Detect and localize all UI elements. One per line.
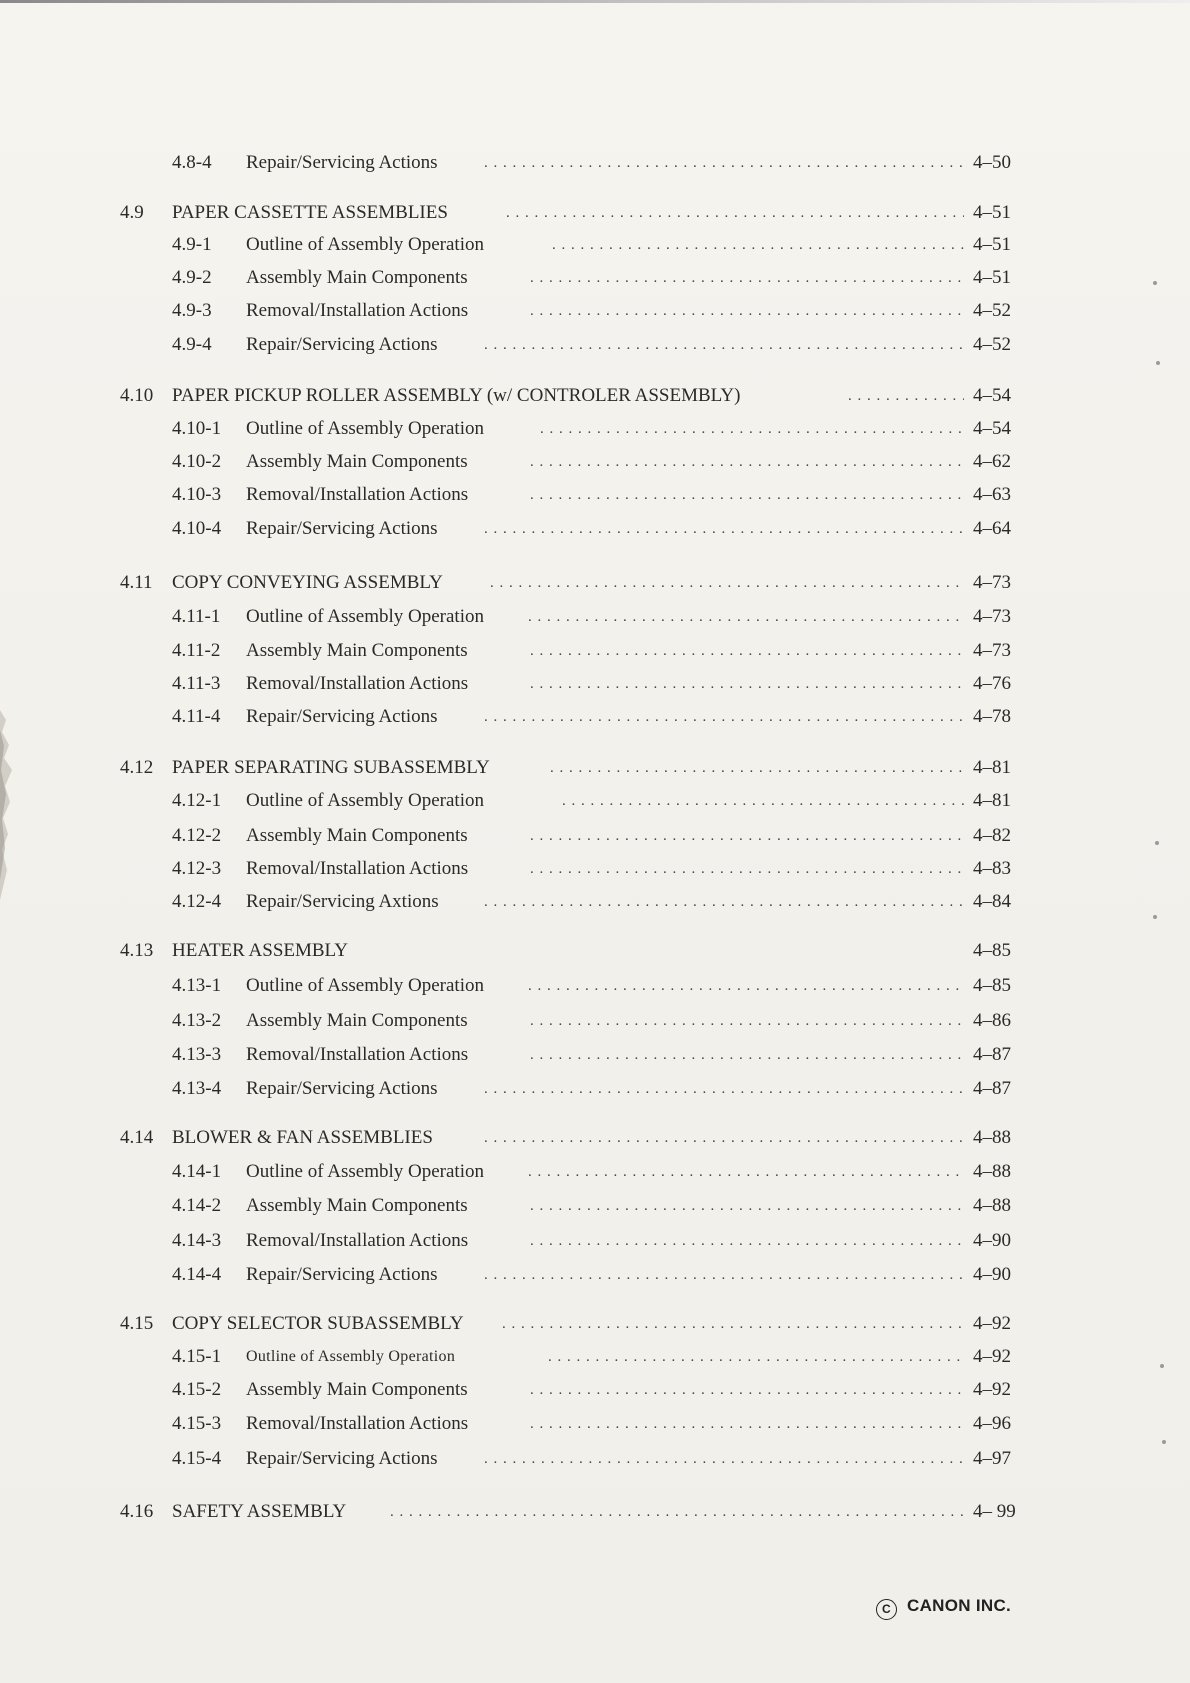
toc-page-number: 4–84	[973, 891, 1011, 912]
dot-leader	[490, 570, 964, 596]
dot-leader	[530, 638, 964, 664]
toc-page-number: 4–97	[973, 1448, 1011, 1469]
toc-section-row	[0, 200, 1190, 226]
toc-subsection-row	[0, 1262, 1190, 1288]
toc-title: Outline of Assembly Operation	[246, 606, 484, 627]
toc-number: 4.10	[120, 385, 154, 406]
toc-number: 4.14-1	[172, 1161, 222, 1182]
toc-number: 4.15	[120, 1313, 154, 1334]
dot-leader	[530, 1228, 964, 1254]
toc-number: 4.11-3	[172, 673, 221, 694]
toc-section-row	[0, 570, 1190, 596]
toc-title: COPY SELECTOR SUBASSEMBLY	[172, 1313, 464, 1334]
toc-title: Outline of Assembly Operation	[246, 975, 484, 996]
dot-leader	[484, 704, 964, 730]
toc-number: 4.14-2	[172, 1195, 222, 1216]
dot-leader	[530, 856, 964, 882]
copyright-icon: C	[876, 1599, 897, 1620]
toc-subsection-row	[0, 298, 1190, 324]
toc-number: 4.14	[120, 1127, 154, 1148]
dot-leader	[848, 383, 964, 409]
toc-subsection-row	[0, 1159, 1190, 1185]
toc-page-number: 4–50	[973, 152, 1011, 173]
toc-title: Outline of Assembly Operation	[246, 790, 484, 811]
toc-number: 4.12-3	[172, 858, 222, 879]
toc-subsection-row	[0, 788, 1190, 814]
toc-page-number: 4–51	[973, 267, 1011, 288]
toc-number: 4.15-3	[172, 1413, 222, 1434]
dot-leader	[530, 449, 964, 475]
toc-page-number: 4–81	[973, 790, 1011, 811]
toc-page-number: 4–88	[973, 1195, 1011, 1216]
toc-subsection-row	[0, 150, 1190, 176]
dot-leader	[552, 232, 964, 258]
toc-subsection-row	[0, 332, 1190, 358]
dot-leader	[530, 823, 964, 849]
toc-number: 4.8-4	[172, 152, 212, 173]
toc-title: Repair/Servicing Actions	[246, 152, 438, 173]
toc-title: COPY CONVEYING ASSEMBLY	[172, 572, 443, 593]
toc-number: 4.11-2	[172, 640, 221, 661]
toc-subsection-row	[0, 889, 1190, 915]
dot-leader	[502, 1311, 964, 1337]
toc-page-number: 4–51	[973, 234, 1011, 255]
toc-page-number: 4– 99	[973, 1501, 1016, 1522]
toc-subsection-row	[0, 1193, 1190, 1219]
toc-subsection-row	[0, 449, 1190, 475]
toc-title: Removal/Installation Actions	[246, 1413, 469, 1434]
toc-title: Removal/Installation Actions	[246, 858, 469, 879]
toc-number: 4.15-2	[172, 1379, 222, 1400]
toc-page-number: 4–54	[973, 385, 1011, 406]
toc-number: 4.10-3	[172, 484, 222, 505]
dot-leader	[484, 332, 964, 358]
toc-number: 4.16	[120, 1501, 154, 1522]
toc-subsection-row	[0, 1411, 1190, 1437]
toc-section-row	[0, 755, 1190, 781]
dot-leader	[562, 788, 964, 814]
dot-leader	[530, 1008, 964, 1034]
toc-page-number: 4–54	[973, 418, 1011, 439]
toc-number: 4.13	[120, 940, 154, 961]
toc-subsection-row	[0, 482, 1190, 508]
toc-number: 4.12	[120, 757, 154, 778]
toc-title: Repair/Servicing Actions	[246, 334, 438, 355]
dot-leader	[528, 973, 964, 999]
toc-title: Assembly Main Components	[246, 640, 468, 661]
toc-subsection-row	[0, 265, 1190, 291]
dot-leader	[530, 265, 964, 291]
toc-subsection-row	[0, 416, 1190, 442]
toc-subsection-row	[0, 1042, 1190, 1068]
toc-title: Outline of Assembly Operation	[246, 418, 484, 439]
toc-section-row	[0, 1499, 1190, 1525]
toc-page-number: 4–86	[973, 1010, 1011, 1031]
dot-leader	[484, 516, 964, 542]
toc-page-number: 4–73	[973, 640, 1011, 661]
dot-leader	[484, 1125, 964, 1151]
toc-title: Assembly Main Components	[246, 1195, 468, 1216]
toc-number: 4.12-4	[172, 891, 222, 912]
toc-page-number: 4–76	[973, 673, 1011, 694]
dot-leader	[540, 416, 964, 442]
toc-page-number: 4–62	[973, 451, 1011, 472]
toc-number: 4.13-1	[172, 975, 222, 996]
dot-leader	[528, 1159, 964, 1185]
toc-page-number: 4–82	[973, 825, 1011, 846]
toc-number: 4.10-1	[172, 418, 222, 439]
toc-number: 4.13-4	[172, 1078, 222, 1099]
toc-title: Assembly Main Components	[246, 825, 468, 846]
toc-page-number: 4–96	[973, 1413, 1011, 1434]
company-name: CANON INC.	[907, 1596, 1012, 1615]
toc-subsection-row	[0, 1008, 1190, 1034]
dot-leader	[390, 1499, 964, 1525]
toc-page-number: 4–83	[973, 858, 1011, 879]
toc-section-row	[0, 1125, 1190, 1151]
toc-title: SAFETY ASSEMBLY	[172, 1501, 347, 1522]
toc-title: Removal/Installation Actions	[246, 484, 469, 505]
dot-leader	[530, 298, 964, 324]
toc-number: 4.10-2	[172, 451, 222, 472]
toc-subsection-row	[0, 516, 1190, 542]
toc-title: Assembly Main Components	[246, 451, 468, 472]
toc-page-number: 4–90	[973, 1230, 1011, 1251]
toc-number: 4.11-1	[172, 606, 221, 627]
dot-leader	[530, 671, 964, 697]
toc-number: 4.9-2	[172, 267, 212, 288]
toc-subsection-row	[0, 1228, 1190, 1254]
toc-number: 4.13-3	[172, 1044, 222, 1065]
toc-title: Outline of Assembly Operation	[246, 234, 484, 255]
toc-title: Assembly Main Components	[246, 1379, 468, 1400]
toc-number: 4.15-4	[172, 1448, 222, 1469]
dot-leader	[528, 604, 964, 630]
dot-leader	[530, 1377, 964, 1403]
toc-subsection-row	[0, 604, 1190, 630]
toc-page-number: 4–52	[973, 300, 1011, 321]
toc-title: Assembly Main Components	[246, 1010, 468, 1031]
toc-number: 4.12-2	[172, 825, 222, 846]
dot-leader	[530, 1411, 964, 1437]
toc-title: PAPER CASSETTE ASSEMBLIES	[172, 202, 448, 223]
toc-number: 4.9	[120, 202, 144, 223]
dot-leader	[548, 1344, 964, 1370]
toc-number: 4.13-2	[172, 1010, 222, 1031]
toc-page-number: 4–81	[973, 757, 1011, 778]
toc-title: HEATER ASSEMBLY	[172, 940, 348, 961]
toc-number: 4.14-4	[172, 1264, 222, 1285]
toc-page-number: 4–88	[973, 1127, 1011, 1148]
toc-title: PAPER SEPARATING SUBASSEMBLY	[172, 757, 490, 778]
dot-leader	[484, 1446, 964, 1472]
toc-title: Removal/Installation Actions	[246, 1230, 469, 1251]
toc-page-number: 4–90	[973, 1264, 1011, 1285]
toc-title: Outline of Assembly Operation	[246, 1161, 484, 1182]
toc-subsection-row	[0, 973, 1190, 999]
dot-leader	[530, 1193, 964, 1219]
toc-subsection-row	[0, 1377, 1190, 1403]
toc-title: Repair/Servicing Axtions	[246, 891, 439, 912]
toc-page-number: 4–92	[973, 1313, 1011, 1334]
toc-page-number: 4–92	[973, 1379, 1011, 1400]
toc-section-row	[0, 938, 1190, 964]
toc-number: 4.9-1	[172, 234, 212, 255]
toc-page-number: 4–63	[973, 484, 1011, 505]
toc-page-number: 4–85	[973, 940, 1011, 961]
dot-leader	[550, 755, 964, 781]
toc-subsection-row	[0, 1076, 1190, 1102]
dot-leader	[530, 1042, 964, 1068]
toc-number: 4.11	[120, 572, 153, 593]
toc-title: BLOWER & FAN ASSEMBLIES	[172, 1127, 433, 1148]
toc-page-number: 4–78	[973, 706, 1011, 727]
toc-subsection-row	[0, 823, 1190, 849]
dot-leader	[484, 150, 964, 176]
toc-section-row	[0, 1311, 1190, 1337]
toc-title: Repair/Servicing Actions	[246, 1078, 438, 1099]
toc-subsection-row	[0, 856, 1190, 882]
toc-subsection-row	[0, 232, 1190, 258]
toc-page-number: 4–85	[973, 975, 1011, 996]
copyright-footer	[876, 1596, 1011, 1620]
toc-subsection-row	[0, 1344, 1190, 1370]
dot-leader	[484, 889, 964, 915]
toc-number: 4.14-3	[172, 1230, 222, 1251]
toc-number: 4.12-1	[172, 790, 222, 811]
toc-page-number: 4–87	[973, 1044, 1011, 1065]
toc-number: 4.10-4	[172, 518, 222, 539]
toc-page-number: 4–87	[973, 1078, 1011, 1099]
toc-subsection-row	[0, 1446, 1190, 1472]
toc-page-number: 4–64	[973, 518, 1011, 539]
dot-leader	[484, 1262, 964, 1288]
toc-title: Repair/Servicing Actions	[246, 1448, 438, 1469]
toc-page-number: 4–73	[973, 572, 1011, 593]
toc-title: Outline of Assembly Operation	[246, 1348, 456, 1365]
dot-leader	[484, 1076, 964, 1102]
toc-title: Removal/Installation Actions	[246, 1044, 469, 1065]
toc-page-number: 4–92	[973, 1346, 1011, 1367]
toc-title: Removal/Installation Actions	[246, 300, 469, 321]
toc-number: 4.9-3	[172, 300, 212, 321]
dot-leader	[530, 482, 964, 508]
toc-number: 4.9-4	[172, 334, 212, 355]
toc-number: 4.15-1	[172, 1346, 222, 1367]
toc-title: Repair/Servicing Actions	[246, 1264, 438, 1285]
toc-title: Repair/Servicing Actions	[246, 518, 438, 539]
toc-title: PAPER PICKUP ROLLER ASSEMBLY (w/ CONTROLER ASSEMBLY)	[172, 385, 741, 406]
toc-subsection-row	[0, 638, 1190, 664]
toc-page-number: 4–51	[973, 202, 1011, 223]
toc-title: Assembly Main Components	[246, 267, 468, 288]
dot-leader	[506, 200, 964, 226]
toc-subsection-row	[0, 704, 1190, 730]
toc-title: Repair/Servicing Actions	[246, 706, 438, 727]
toc-page-number: 4–73	[973, 606, 1011, 627]
toc-page-number: 4–52	[973, 334, 1011, 355]
toc-subsection-row	[0, 671, 1190, 697]
toc-title: Removal/Installation Actions	[246, 673, 469, 694]
toc-number: 4.11-4	[172, 706, 221, 727]
toc-section-row	[0, 383, 1190, 409]
toc-page-number: 4–88	[973, 1161, 1011, 1182]
